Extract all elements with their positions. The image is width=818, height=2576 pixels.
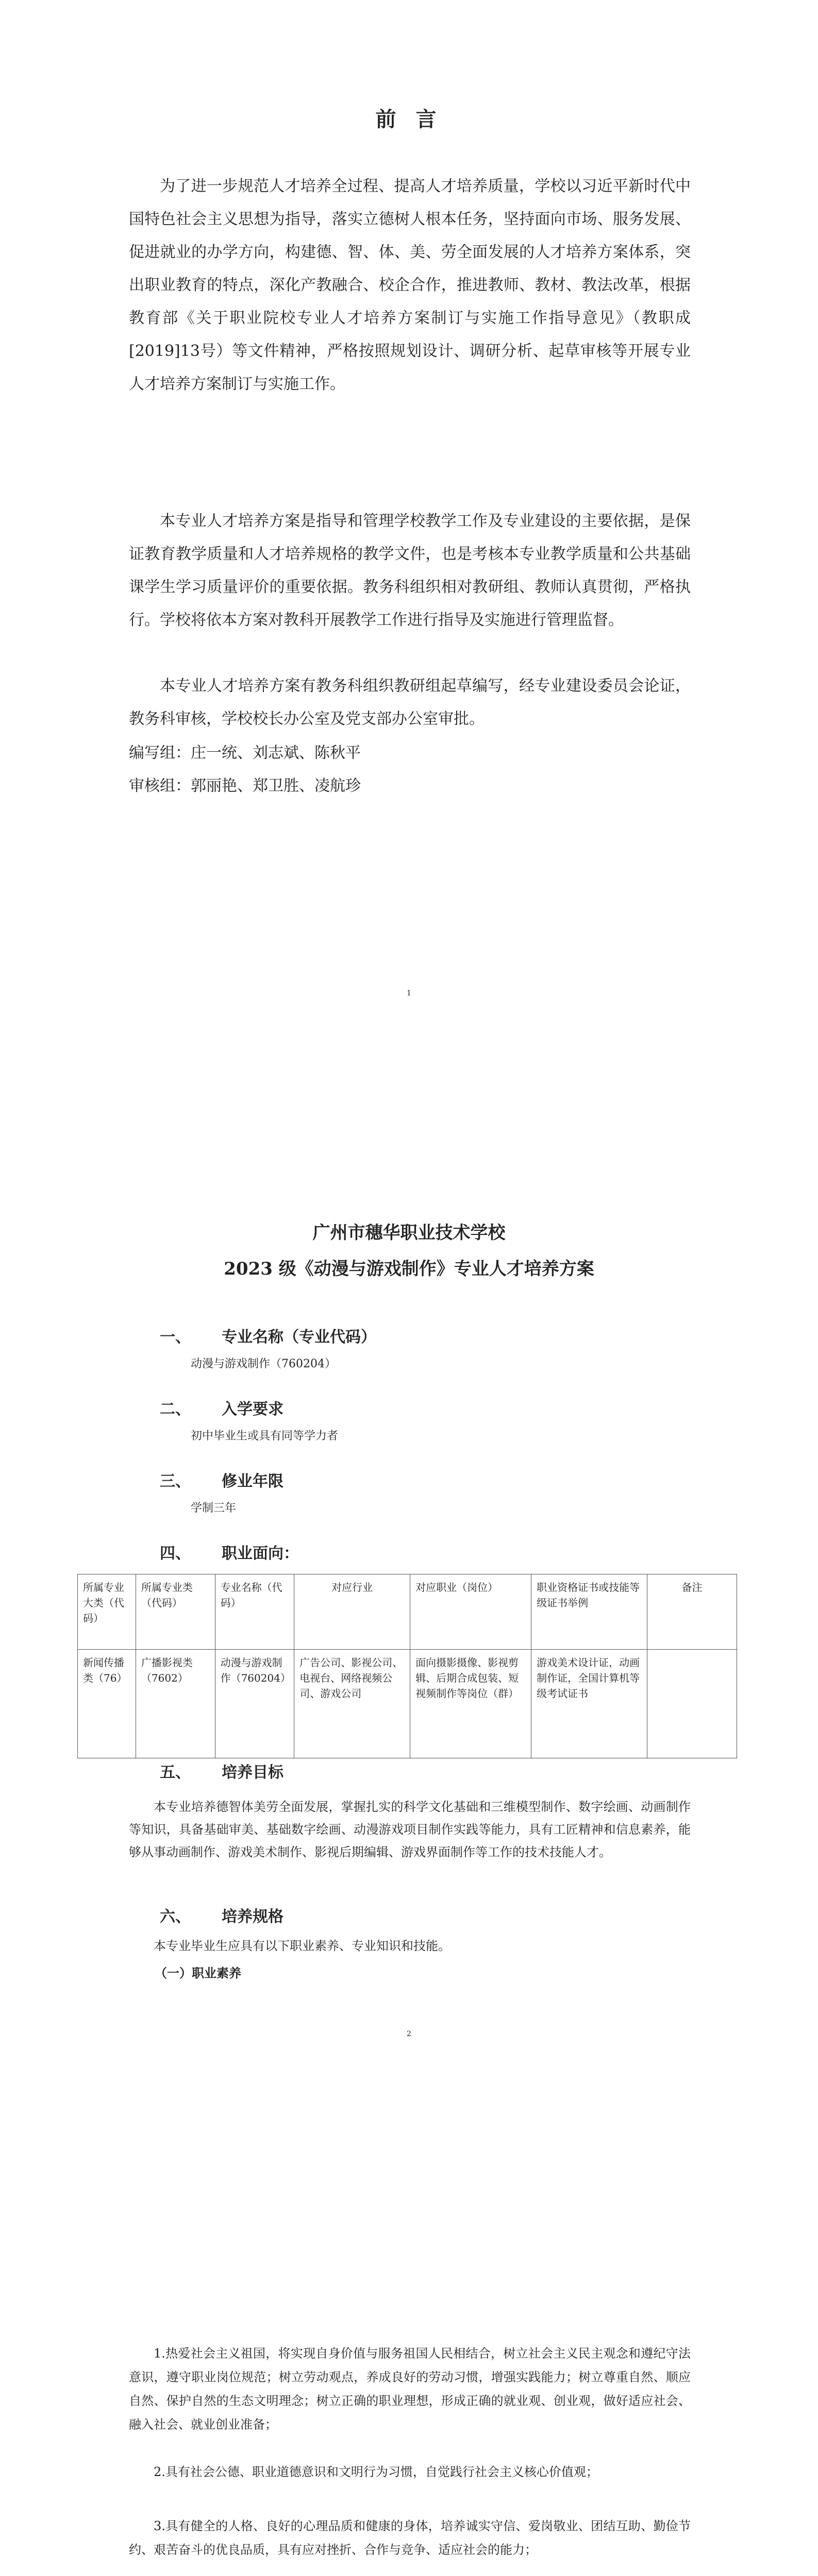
table-header: 专业名称（代码） (215, 1574, 294, 1650)
table-cell: 广播影视类（7602） (136, 1650, 215, 1758)
reviewers-line: 审核组：郭丽艳、郑卫胜、凌航珍 (129, 777, 361, 795)
preface-heading: 前 言 (375, 107, 443, 131)
table-cell: 游戏美术设计证，动画制作证，全国计算机等级考试证书 (531, 1650, 647, 1758)
section-3-content: 学制三年 (191, 1502, 237, 1515)
quality-item-1: 1.热爱社会主义祖国，将实现自身价值与服务祖国人民相结合，树立社会主义民主观念和遵纪守法意识，遵守职业岗位规范；树立劳动观点，养成良好的劳动习惯，增强实践能力；树立尊重自然、顺应自然、保护自然的生态文明理念；树立正确的职业理想，形成正确的就业观、创业观，做好适应社会、融入社会、就业创业准备； (129, 2346, 691, 2432)
table-cell: 新闻传播类（76） (78, 1650, 136, 1758)
editors-line: 编写组：庄一统、刘志斌、陈秋平 (129, 744, 361, 762)
page-number: 1 (407, 989, 411, 997)
subsection-professional-quality: （一）职业素养 (155, 1965, 241, 1980)
table-cell: 面向摄影摄像、影视剪辑、后期合成包装、短视频制作等岗位（群） (410, 1650, 531, 1758)
page-2 (0, 1108, 818, 2215)
table-header: 所属专业类（代码） (136, 1574, 215, 1650)
page-3 (0, 2215, 818, 2576)
quality-item-3: 3.具有健全的人格、良好的心理品质和健康的身体，培养诚实守信、爱岗敬业、团结互助、勤俭节约、艰苦奋斗的优良品质，具有应对挫折、合作与竞争、适应社会的能力； (129, 2519, 691, 2557)
section-6-heading: 六、 培养规格 (160, 1908, 283, 1926)
table-cell: 广告公司、影视公司、电视台、网络视频公司、游戏公司 (294, 1650, 410, 1758)
spec-intro: 本专业毕业生应具有以下职业素养、专业知识和技能。 (154, 1939, 450, 1953)
quality-item-2: 2.具有社会公德、职业道德意识和文明行为习惯，自觉践行社会主义核心价值观； (154, 2465, 598, 2479)
preface-paragraph-1: 为了进一步规范人才培养全过程、提高人才培养质量，学校以习近平新时代中国特色社会主义思想为指导，落实立德树人根本任务，坚持面向市场、服务发展、促进就业的办学方向，构建德、智、体、美、劳全面发展的人才培养方案体系，突出职业教育的特点，深化产教融合、校企合作，推进教师、教材、教法改革，根据教育部《关于职业院校专业人才培养方案制订与实施工作指导意见》（教职成[2019]13号）等文件精神，严格按照规划设计、调研分析、起草审核等开展专业人才培养方案制订与实施工作。 (129, 177, 691, 393)
table-cell (647, 1650, 737, 1758)
section-2-heading: 二、 入学要求 (160, 1400, 283, 1418)
section-1-content: 动漫与游戏制作（760204） (191, 1358, 336, 1370)
section-3-heading: 三、 修业年限 (160, 1472, 283, 1490)
table-header: 对应职业（岗位） (410, 1574, 531, 1650)
plan-title: 2023 级《动漫与游戏制作》专业人才培养方案 (224, 1259, 594, 1279)
section-5-heading: 五、 培养目标 (160, 1764, 283, 1782)
table-header-row (78, 1574, 737, 1650)
table-header: 所属专业大类（代码） (78, 1574, 136, 1650)
table-header: 对应行业 (294, 1574, 410, 1650)
section-2-content: 初中毕业生或具有同等学力者 (191, 1430, 339, 1443)
preface-paragraph-2: 本专业人才培养方案是指导和管理学校教学工作及专业建设的主要依据，是保证教育教学质量和人才培养规格的教学文件，也是考核本专业教学质量和公共基础课学生学习质量评价的重要依据。教务科组织相对教研组、教师认真贯彻，严格执行。学校将依本方案对教科开展教学工作进行指导及实施进行管理监督。 (129, 512, 691, 629)
table-header: 备注 (647, 1574, 737, 1650)
section-4-heading: 四、 职业面向： (160, 1545, 299, 1563)
table-header: 职业资格证书或技能等级证书举例 (531, 1574, 647, 1650)
career-table (77, 1574, 737, 1758)
training-goal: 本专业培养德智体美劳全面发展，掌握扎实的科学文化基础和三维模型制作、数字绘画、动画制作等知识，具备基础审美、基础数字绘画、动漫游戏项目制作实践等能力，具有工匠精神和信息素养，能够从事动画制作、游戏美术制作、影视后期编辑、游戏界面制作等工作的技术技能人才。 (129, 1800, 691, 1859)
page-1 (0, 0, 818, 1108)
table-row (78, 1650, 737, 1758)
table-cell: 动漫与游戏制作（760204） (215, 1650, 294, 1758)
school-name: 广州市穗华职业技术学校 (312, 1223, 506, 1243)
page-number: 2 (407, 2030, 411, 2038)
section-1-heading: 一、 专业名称（专业代码） (160, 1328, 376, 1346)
preface-paragraph-3: 本专业人才培养方案有教务科组织教研组起草编写，经专业建设委员会论证，教务科审核，学校校长办公室及党支部办公室审批。 (129, 677, 691, 728)
